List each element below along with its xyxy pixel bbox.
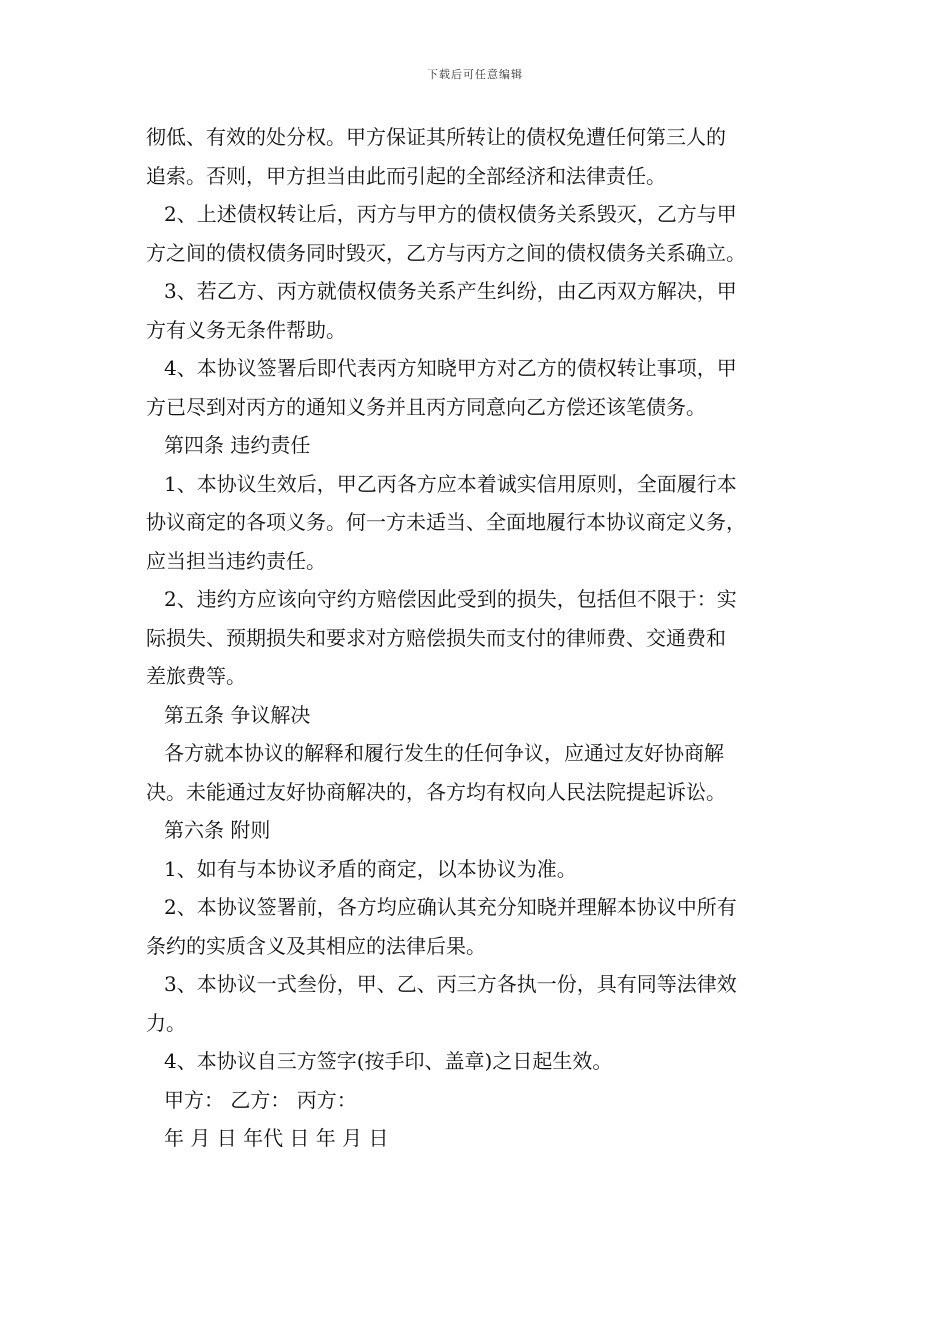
signature-dates: 年 月 日 年代 日 年 月 日 [164, 1126, 389, 1150]
text-line: 1、如有与本协议矛盾的商定，以本协议为准。 [164, 856, 577, 881]
section-heading: 第六条 附则 [164, 818, 271, 842]
text-line: 3、若乙方、丙方就债权债务关系产生纠纷，由乙丙双方解决，甲 [164, 279, 737, 303]
text-line: 追索。否则，甲方担当由此而引起的全部经济和法律责任。 [146, 163, 666, 188]
text-line: 2、上述债权转让后，丙方与甲方的债权债务关系毁灭，乙方与甲 [164, 202, 737, 226]
text-line: 1、本协议生效后，甲乙丙各方应本着诚实信用原则，全面履行本 [164, 471, 737, 496]
text-line: 差旅费等。 [146, 664, 246, 688]
text-line: 3、本协议一式叁份，甲、乙、丙三方各执一份，具有同等法律效 [164, 972, 737, 996]
text-line: 2、本协议签署前，各方均应确认其充分知晓并理解本协议中所有 [164, 895, 737, 919]
text-line: 方有义务无条件帮助。 [146, 317, 346, 342]
text-line: 2、违约方应该向守约方赔偿因此受到的损失，包括但不限于：实 [164, 587, 737, 611]
section-heading: 第四条 违约责任 [164, 433, 311, 457]
text-line: 4、本协议签署后即代表丙方知晓甲方对乙方的债权转让事项，甲 [164, 356, 737, 380]
page-header: 下载后可任意编辑 [427, 68, 523, 81]
signature-parties: 甲方： 乙方： 丙方： [164, 1087, 357, 1112]
text-line: 4、本协议自三方签字(按手印、盖章)之日起生效。 [164, 1049, 613, 1073]
text-line: 彻低、有效的处分权。甲方保证其所转让的债权免遭任何第三人的 [146, 125, 726, 149]
text-line: 决。未能通过友好协商解决的，各方均有权向人民法院提起诉讼。 [146, 779, 726, 804]
text-line: 际损失、预期损失和要求对方赔偿损失而支付的律师费、交通费和 [146, 625, 726, 650]
text-line: 方之间的债权债务同时毁灭，乙方与丙方之间的债权债务关系确立。 [146, 240, 746, 265]
text-line: 应当担当违约责任。 [146, 548, 326, 573]
text-line: 力。 [146, 1010, 186, 1035]
text-line: 方已尽到对丙方的通知义务并且丙方同意向乙方偿还该笔债务。 [146, 394, 706, 419]
text-line: 各方就本协议的解释和履行发生的任何争议，应通过友好协商解 [164, 741, 724, 765]
section-heading: 第五条 争议解决 [164, 702, 311, 727]
document-body [146, 118, 826, 1158]
text-line: 条约的实质含义及其相应的法律后果。 [146, 933, 486, 958]
text-line: 协议商定的各项义务。何一方未适当、全面地履行本协议商定义务， [146, 510, 746, 534]
